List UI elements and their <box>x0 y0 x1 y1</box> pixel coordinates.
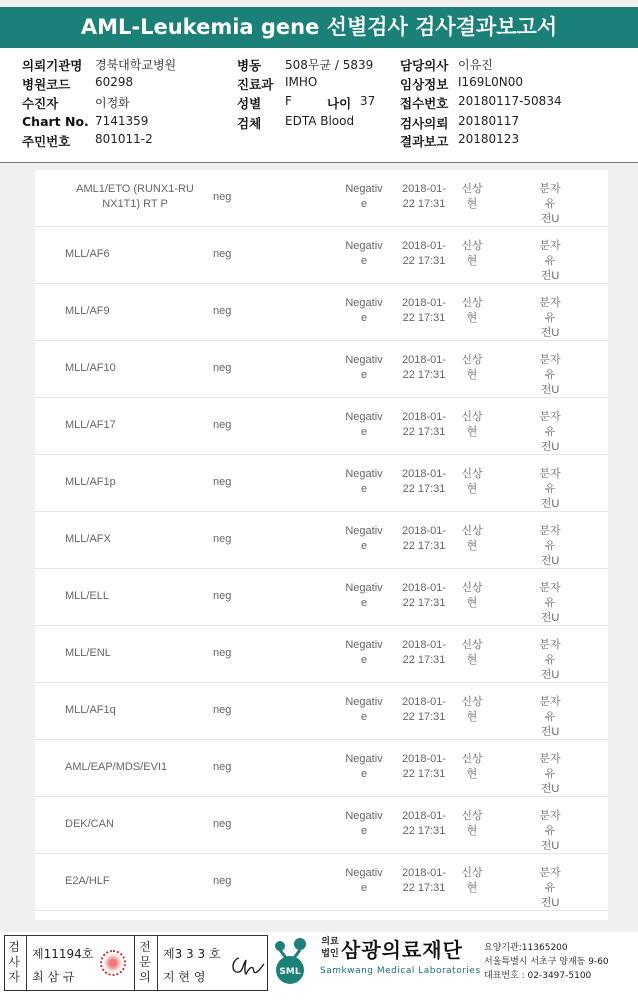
result-row <box>35 569 608 626</box>
result-value: neg <box>213 191 232 203</box>
lab-section: 분자유 전U <box>539 297 561 339</box>
results-list[interactable] <box>35 170 608 920</box>
patient-info-panel <box>0 48 638 163</box>
code-value: 60298 <box>95 75 134 89</box>
recipient-value: 이정화 <box>95 96 130 110</box>
interpretation: Negativ e <box>345 354 383 381</box>
result-row <box>35 683 608 740</box>
test-name: MLL/AF17 <box>65 419 116 431</box>
request-value: 20180117 <box>458 114 520 128</box>
receipt-label: 접수번호 <box>400 96 449 111</box>
reporter: 신상 현 <box>461 753 483 780</box>
test-name: MLL/AF6 <box>65 248 110 260</box>
doctor-label: 담당의사 <box>400 58 449 73</box>
lab-section: 분자유 전U <box>539 468 561 510</box>
interpretation: Negativ e <box>345 753 383 780</box>
divider <box>157 936 158 990</box>
result-row <box>35 854 608 911</box>
age-label: 나이 <box>327 96 352 111</box>
result-value: neg <box>213 875 232 887</box>
result-row <box>35 455 608 512</box>
report-date: 2018-01- 22 17:31 <box>401 468 447 495</box>
reporter: 신상 현 <box>461 696 483 723</box>
report-date: 2018-01- 22 17:31 <box>401 696 447 723</box>
lab-section: 분자유 전U <box>539 411 561 453</box>
org-phone: 대표번호 : 02-3497-5100 <box>484 971 592 981</box>
test-name: AML/EAP/MDS/EVI1 <box>65 761 168 773</box>
sex-label: 성별 <box>237 96 262 111</box>
result-value: neg <box>213 761 232 773</box>
tester-name: 최 삼 규 <box>32 970 75 984</box>
specimen-label: 검체 <box>237 116 262 131</box>
interpretation: Negativ e <box>345 525 383 552</box>
report-title: AML-Leukemia gene 선별검사 검사결과보고서 <box>0 7 638 48</box>
result-value: neg <box>213 362 232 374</box>
report-label: 결과보고 <box>400 134 449 149</box>
interpretation: Negativ e <box>345 183 383 210</box>
interpretation: Negativ e <box>345 867 383 894</box>
test-name: AML1/ETO (RUNX1-RU NX1T1) RT P <box>76 183 194 210</box>
lab-section: 분자유 전U <box>539 525 561 567</box>
report-date: 2018-01- 22 17:31 <box>401 867 447 894</box>
interpretation: Negativ e <box>345 240 383 267</box>
dept-value: IMHO <box>285 75 318 89</box>
test-name: MLL/AF1q <box>65 704 116 716</box>
hospital-label: 의뢰기관명 <box>22 58 83 73</box>
result-value: neg <box>213 305 232 317</box>
reporter: 신상 현 <box>461 297 483 324</box>
reporter: 신상 현 <box>461 639 483 666</box>
lab-section: 분자유 전U <box>539 354 561 396</box>
org-address: 서울특별시 서초구 양재동 9-60 <box>484 957 609 967</box>
result-value: neg <box>213 419 232 431</box>
test-name: MLL/AFX <box>65 533 111 545</box>
interpretation: Negativ e <box>345 696 383 723</box>
report-date: 2018-01- 22 17:31 <box>401 753 447 780</box>
age-value: 37 <box>360 94 376 108</box>
result-value: neg <box>213 533 232 545</box>
lab-section: 분자유 전U <box>539 240 561 282</box>
result-row <box>35 170 608 227</box>
tester-label: 검 사 자 <box>8 940 20 984</box>
signature-box <box>4 935 268 991</box>
result-value: neg <box>213 590 232 602</box>
doctor-value: 이유진 <box>458 58 493 72</box>
report-footer <box>0 932 638 1000</box>
approver-license: 제3 3 3 호 <box>163 947 221 961</box>
tester-license: 제11194호 <box>32 947 94 961</box>
report-date: 2018-01- 22 17:31 <box>401 354 447 381</box>
reporter: 신상 현 <box>461 183 483 210</box>
approver-label: 전 문 의 <box>139 940 151 984</box>
lab-section: 분자유 전U <box>539 867 561 909</box>
dept-label: 진료과 <box>237 77 274 92</box>
test-name: MLL/AF9 <box>65 305 110 317</box>
request-label: 검사의뢰 <box>400 116 449 131</box>
result-row <box>35 626 608 683</box>
result-row <box>35 797 608 854</box>
chart-value: 7141359 <box>95 114 149 128</box>
test-name: DEK/CAN <box>65 818 114 830</box>
approver-name: 지 현 영 <box>163 970 206 984</box>
result-row <box>35 284 608 341</box>
code-label: 병원코드 <box>22 77 71 92</box>
reporter: 신상 현 <box>461 867 483 894</box>
svg-text:SML: SML <box>279 967 301 977</box>
test-name: MLL/ELL <box>65 590 110 602</box>
report-date: 2018-01- 22 17:31 <box>401 297 447 324</box>
interpretation: Negativ e <box>345 411 383 438</box>
result-row <box>35 512 608 569</box>
test-name: MLL/AF10 <box>65 362 116 374</box>
report-date: 2018-01- 22 17:31 <box>401 183 447 210</box>
test-name: MLL/ENL <box>65 647 111 659</box>
interpretation: Negativ e <box>345 639 383 666</box>
signature <box>229 954 265 978</box>
lab-section: 분자유 전U <box>539 183 561 225</box>
rrn-value: 801011-2 <box>95 132 153 146</box>
reporter: 신상 현 <box>461 411 483 438</box>
result-value: neg <box>213 476 232 488</box>
report-value: 20180123 <box>458 132 520 146</box>
reporter: 신상 현 <box>461 240 483 267</box>
seal-stamp <box>100 950 126 976</box>
report-date: 2018-01- 22 17:31 <box>401 582 447 609</box>
org-english-name: Samkwang Medical Laboratories <box>320 966 481 976</box>
clinical-label: 임상정보 <box>400 77 449 92</box>
hospital-value: 경북대학교병원 <box>95 58 177 72</box>
interpretation: Negativ e <box>345 468 383 495</box>
interpretation: Negativ e <box>345 297 383 324</box>
report-date: 2018-01- 22 17:31 <box>401 525 447 552</box>
reporter: 신상 현 <box>461 810 483 837</box>
result-row <box>35 398 608 455</box>
ward-label: 병동 <box>237 58 262 73</box>
lab-section: 분자유 전U <box>539 639 561 681</box>
result-value: neg <box>213 818 232 830</box>
lab-section: 분자유 전U <box>539 582 561 624</box>
report-date: 2018-01- 22 17:31 <box>401 810 447 837</box>
result-value: neg <box>213 647 232 659</box>
chart-label: Chart No. <box>22 114 89 129</box>
recipient-label: 수진자 <box>22 96 59 111</box>
lab-section: 분자유 전U <box>539 810 561 852</box>
interpretation: Negativ e <box>345 582 383 609</box>
specimen-value: EDTA Blood <box>285 114 355 128</box>
lab-section: 분자유 전U <box>539 753 561 795</box>
rrn-label: 주민번호 <box>22 134 71 149</box>
report-date: 2018-01- 22 17:31 <box>401 639 447 666</box>
org-code: 요양기관:11365200 <box>484 943 568 953</box>
sex-value: F <box>285 94 292 108</box>
reporter: 신상 현 <box>461 582 483 609</box>
reporter: 신상 현 <box>461 354 483 381</box>
result-value: neg <box>213 704 232 716</box>
result-row <box>35 740 608 797</box>
result-row <box>35 227 608 284</box>
report-date: 2018-01- 22 17:31 <box>401 240 447 267</box>
org-type: 의료 법인 <box>321 937 339 959</box>
divider <box>26 936 27 990</box>
report-date: 2018-01- 22 17:31 <box>401 411 447 438</box>
org-name: 삼광의료재단 <box>341 938 463 962</box>
ward-value: 508무균 / 5839 <box>285 58 374 72</box>
reporter: 신상 현 <box>461 468 483 495</box>
result-row <box>35 341 608 398</box>
clinical-value: I169L0N00 <box>458 75 524 89</box>
result-value: neg <box>213 248 232 260</box>
sml-logo-icon <box>270 936 314 986</box>
test-name: E2A/HLF <box>65 875 110 887</box>
lab-section: 분자유 전U <box>539 696 561 738</box>
test-name: MLL/AF1p <box>65 476 116 488</box>
divider <box>134 936 135 990</box>
reporter: 신상 현 <box>461 525 483 552</box>
receipt-value: 20180117-50834 <box>458 94 562 108</box>
interpretation: Negativ e <box>345 810 383 837</box>
